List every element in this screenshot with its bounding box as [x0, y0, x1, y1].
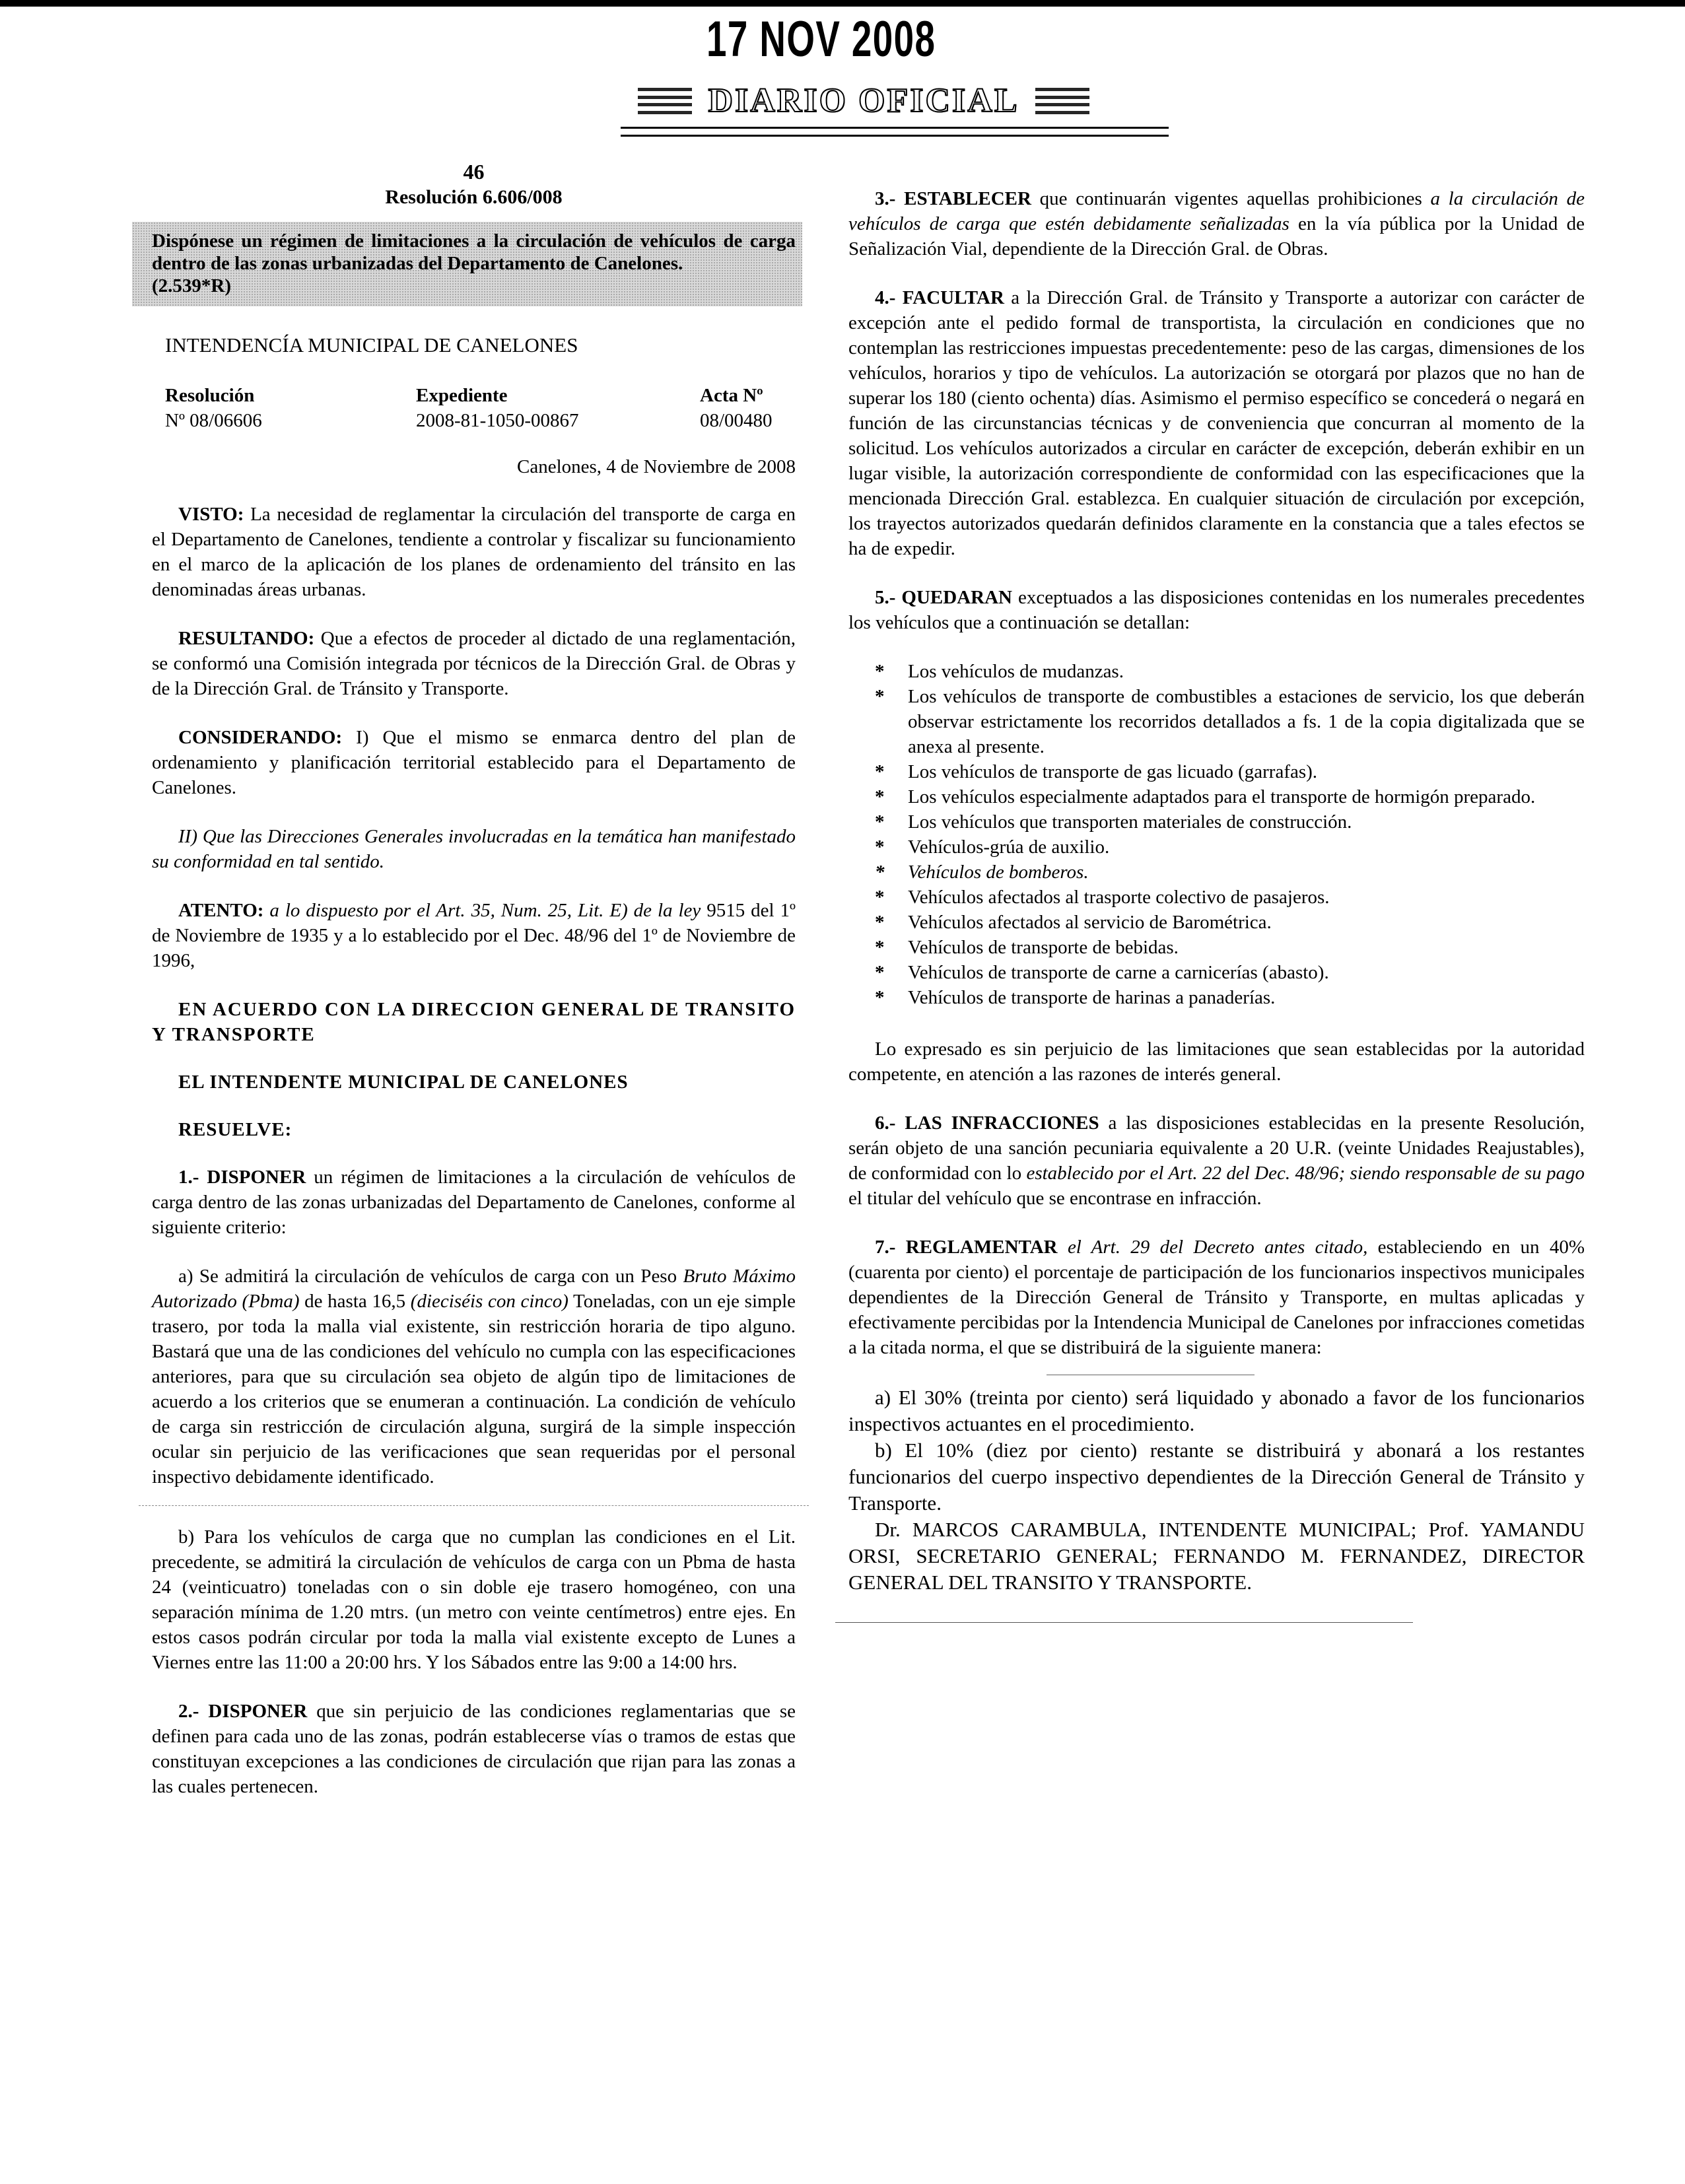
resultando-paragraph: RESULTANDO: Que a efectos de proceder al dictado de una reglamentación, se conformó una Comisión integrada por técnicos de la Dirección Gral. de Obras y de la Dirección Gral. de Tránsito y Transporte.: [152, 628, 796, 699]
closing-block: [848, 1384, 1585, 1596]
summary-text: Dispónese un régimen de limitaciones a la circulación de vehículos de carga dentro de las zonas urbanizadas del Departamento de Canelones.: [152, 230, 796, 274]
meta-label-acta: Acta Nº: [700, 385, 763, 406]
document-date: Canelones, 4 de Noviembre de 2008: [516, 456, 796, 477]
item-4-paragraph: 4.- FACULTAR a la Dirección Gral. de Tránsito y Transporte a autorizar con carácter de excepción ante el pedido formal de transportista, la circulación en condiciones que no contemplan las restricciones impuestas precedentemente: peso de las cargas, dimensiones de los vehículos, horarios y tipo de vehículos. La autorización se otorgará por plazos que no han de superar los 180 (ciento ochenta) días. Asimismo el permiso específico se concederá o negará en función de las circunstancias técnicas y de conveniencia que concurran al momento de la solicitud. Los vehículos autorizados a circular en carácter de excepción, deberán exhibir en un lugar visible, la autorización correspondiente de conformidad con las especificaciones que la mencionada Dirección Gral. establezca. En cualquier situación de circulación por excepción, los trayectos autorizados quedarán definidos claramente en la constancia que a tales efectos se ha de expedir.: [848, 287, 1585, 559]
date-stamp: 17 NOV 2008: [706, 11, 936, 67]
meta-value-resolucion: Nº 08/06606: [165, 410, 262, 431]
list-item: * Vehículos-grúa de auxilio.: [848, 835, 1585, 860]
item-4-label: 4.- FACULTAR: [875, 287, 1004, 308]
item-7b-paragraph: b) El 10% (diez por ciento) restante se distribuirá y abonará a los restantes funcionarios del cuerpo inspectivo dependientes de la Dirección General de Tránsito y Transporte.: [848, 1439, 1585, 1515]
item-7a-paragraph: a) El 30% (treinta por ciento) será liquidado y abonado a favor de los funcionarios inspectivos actuantes en el procedimiento.: [848, 1386, 1585, 1435]
exceptions-list: [848, 659, 1585, 1010]
atento-label: ATENTO:: [178, 900, 264, 921]
list-item: * Vehículos afectados al servicio de Barométrica.: [848, 910, 1585, 935]
item-7-paragraph: 7.- REGLAMENTAR el Art. 29 del Decreto antes citado, estableciendo en un 40% (cuarenta por ciento) el porcentaje de participación de los funcionarios inspectivos municipales dependientes de la Dirección General de Tránsito y Transporte, en multas aplicadas y efectivamente percibidas por la Intendencia Municipal de Canelones por infracciones cometidas a la citada norma, el que se distribuirá de la siguiente manera:: [848, 1237, 1585, 1358]
masthead-rule-bottom: [621, 135, 1169, 137]
masthead-title: DIARIO OFICIAL: [708, 82, 1019, 119]
masthead-ornament-left-icon: [638, 88, 692, 114]
item-6-paragraph: 6.- LAS INFRACCIONES a las disposiciones establecidas en la presente Resolución, serán objeto de una sanción pecuniaria equivalente a 20 U.R. (veinte Unidades Reajustables), de conformidad con lo establecido por el Art. 22 del Dec. 48/96; siendo responsable de su pago el titular del vehículo que se encontrase en infracción.: [848, 1112, 1585, 1209]
considerando-ii-paragraph: II) Que las Direcciones Generales involucradas en la temática han manifestado su conformidad en tal sentido.: [152, 826, 796, 872]
list-item: * Vehículos de transporte de carne a carnicerías (abasto).: [848, 960, 1585, 985]
item-3-paragraph: 3.- ESTABLECER que continuarán vigentes aquellas prohibiciones a la circulación de vehículos de carga que estén debidamente señalizadas en la vía pública por la Unidad de Señalización Vial, dependiente de la Dirección Gral. de Obras.: [848, 188, 1585, 259]
list-item: * Los vehículos de mudanzas.: [848, 659, 1585, 684]
summary-code: (2.539*R): [152, 275, 232, 296]
left-column: [152, 158, 796, 1823]
item-2-paragraph: 2.- DISPONER que sin perjuicio de las condiciones reglamentarias que se definen para cada uno de las zonas, podrán establecerse vías o tramos de estas que constituyan excepciones a las condiciones de circulación que rijan para las zonas a las cuales pertenecen.: [152, 1701, 796, 1797]
atento-paragraph: ATENTO: a lo dispuesto por el Art. 35, Num. 25, Lit. E) de la ley 9515 del 1º de Noviembre de 1935 y a lo establecido por el Dec. 48/96 del 1º de Noviembre de 1996,: [152, 900, 796, 971]
item-7-label: 7.- REGLAMENTAR: [875, 1237, 1058, 1258]
item-1-label: 1.- DISPONER: [178, 1167, 306, 1188]
considerando-label: CONSIDERANDO:: [178, 727, 343, 748]
visto-paragraph: VISTO: La necesidad de reglamentar la circulación del transporte de carga en el Departamento de Canelones, tendiente a controlar y fiscalizar su funcionamiento en el marco de la aplicación de los planes de ordenamiento del tránsito en las denominadas áreas urbanas.: [152, 504, 796, 600]
list-item: * Vehículos de transporte de bebidas.: [848, 935, 1585, 960]
meta-value-expediente: 2008-81-1050-00867: [416, 410, 579, 431]
item-5-paragraph: 5.- QUEDARAN exceptuados a las disposiciones contenidas en los numerales precedentes los vehículos que a continuación se detallan:: [848, 587, 1585, 633]
list-item: * Vehículos de transporte de harinas a panaderías.: [848, 985, 1585, 1010]
list-item: * Los vehículos de transporte de combustibles a estaciones de servicio, los que deberán observar estrictamente los recorridos detallados a fs. 1 de la copia digitalizada que se anexa al presente.: [848, 684, 1585, 759]
scan-top-border: [0, 0, 1685, 7]
resolution-title: Resolución 6.606/008: [385, 186, 563, 208]
item-1-paragraph: 1.- DISPONER un régimen de limitaciones a la circulación de vehículos de carga dentro de las zonas urbanizadas del Departamento de Canelones, conforme al siguiente criterio:: [152, 1167, 796, 1238]
page-number: 46: [463, 160, 485, 184]
signatures-paragraph: Dr. MARCOS CARAMBULA, INTENDENTE MUNICIPAL; Prof. YAMANDU ORSI, SECRETARIO GENERAL; FERNANDO M. FERNANDEZ, DIRECTOR GENERAL DEL TRANSITO Y TRANSPORTE.: [848, 1518, 1585, 1594]
visto-label: VISTO:: [178, 504, 244, 525]
list-item: * Los vehículos de transporte de gas licuado (garrafas).: [848, 759, 1585, 784]
list-item: * Los vehículos especialmente adaptados para el transporte de hormigón preparado.: [848, 784, 1585, 809]
right-column: [848, 186, 1585, 1641]
item-1b-paragraph: b) Para los vehículos de carga que no cumplan las condiciones en el Lit. precedente, se admitirá la circulación de vehículos de carga con un Pbma de hasta 24 (veinticuatro) toneladas con o sin doble eje trasero homogéneo, con una separación mínima de 1.20 mtrs. (un metro con veinte centímetros) entre ejes. En estos casos podrán circular por toda la malla vial existente excepto de Lunes a Viernes entre las 11:00 a 20:00 hrs. Y los Sábados entre las 9:00 a 14:00 hrs.: [152, 1526, 796, 1673]
organization-name: INTENDENCÍA MUNICIPAL DE CANELONES: [165, 333, 578, 357]
intendente-heading: EL INTENDENTE MUNICIPAL DE CANELONES: [178, 1072, 629, 1093]
item-5-label: 5.- QUEDARAN: [875, 587, 1012, 608]
section-divider: [139, 1505, 809, 1506]
end-divider: [835, 1622, 1413, 1623]
item-1a-paragraph: a) Se admitirá la circulación de vehículos de carga con un Peso Bruto Máximo Autorizado (Pbma) de hasta 16,5 (dieciséis con cinco) Toneladas, con un eje simple trasero, por toda la malla vial existente, sin restricción horaria de tipo alguno. Bastará que una de las condiciones del vehículo no cumpla con las especificaciones anteriores, para que su circulación sea objeto de algún tipo de limitaciones de acuerdo a los criterios que se enumeran a continuación. La condición de vehículo de carga sin restricción de circulación alguna, surgirá de la simple inspección ocular sin perjuicio de las verificaciones que sean requeridas por el personal inspectivo debidamente identificado.: [152, 1266, 796, 1487]
item-2-label: 2.- DISPONER: [178, 1701, 308, 1722]
meta-label-resolucion: Resolución: [165, 385, 255, 406]
resuelve-heading: RESUELVE:: [178, 1119, 292, 1140]
meta-value-acta: 08/00480: [700, 410, 773, 431]
masthead: [626, 83, 1101, 119]
item-6-label: 6.- LAS INFRACCIONES: [875, 1112, 1099, 1134]
meta-label-expediente: Expediente: [416, 385, 508, 406]
masthead-rule-top: [621, 127, 1169, 129]
resultando-label: RESULTANDO:: [178, 628, 315, 649]
acuerdo-heading: EN ACUERDO CON LA DIRECCION GENERAL DE TRANSITO Y TRANSPORTE: [152, 999, 796, 1045]
list-item: * Vehículos de bomberos.: [848, 860, 1585, 885]
item-3-label: 3.- ESTABLECER: [875, 188, 1031, 209]
list-item: * Los vehículos que transporten materiales de construcción.: [848, 809, 1585, 835]
resolution-summary-box: [132, 222, 802, 306]
masthead-ornament-right-icon: [1035, 88, 1089, 114]
list-item: * Vehículos afectados al trasporte colectivo de pasajeros.: [848, 885, 1585, 910]
considerando-paragraph: CONSIDERANDO: I) Que el mismo se enmarca dentro del plan de ordenamiento y planificación territorial establecido para el Departamento de Canelones.: [152, 727, 796, 798]
expresado-paragraph: Lo expresado es sin perjuicio de las limitaciones que sean establecidas por la autoridad competente, en atención a las razones de interés general.: [848, 1039, 1585, 1085]
resolution-metadata: [152, 383, 796, 433]
